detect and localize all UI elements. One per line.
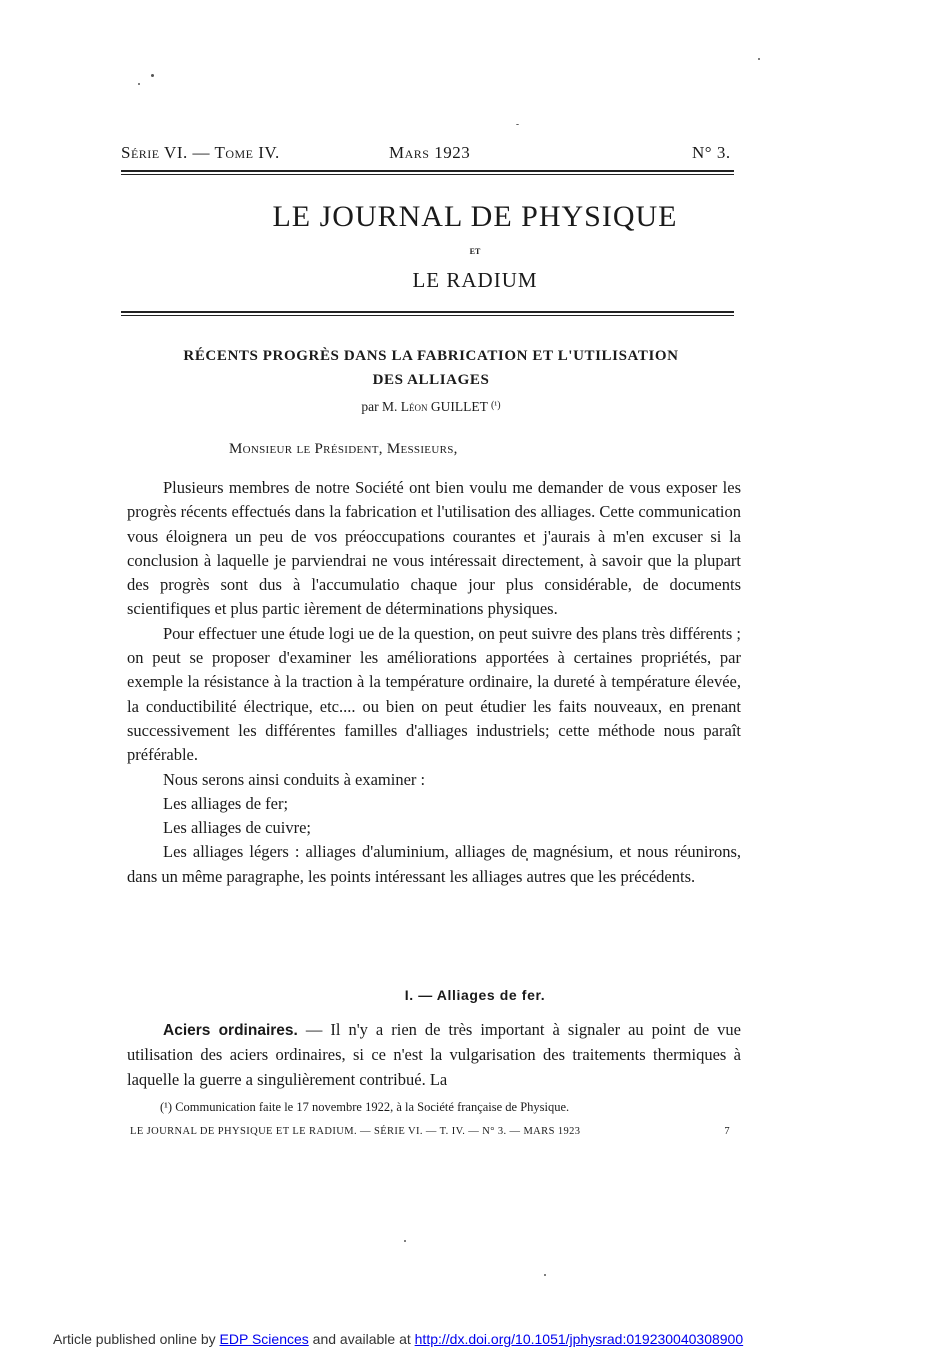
section-text: — Il n'y a rien de très important à signaler au point de vue utilisation des aciers ordinaires, si ce n'est la vulgarisation des traitements thermiques à laquelle la guerre a singulièrement contribué. La xyxy=(127,1020,741,1089)
masthead-rule-thin xyxy=(121,315,734,316)
header-serie: Série VI. — Tome IV. xyxy=(121,143,280,162)
article-title-line2: DES ALLIAGES xyxy=(372,372,490,388)
running-footer-text: LE JOURNAL DE PHYSIQUE ET LE RADIUM. — SÉRIE VI. — T. IV. — N° 3. — MARS 1923 xyxy=(130,1126,581,1137)
running-footer xyxy=(130,1126,730,1137)
publication-prefix: Article published online by xyxy=(53,1331,220,1347)
page-number: 7 xyxy=(724,1126,730,1137)
body-text xyxy=(127,476,741,889)
masthead-rule xyxy=(121,311,734,313)
publication-middle: and available at xyxy=(308,1331,415,1347)
header-number: N° 3. xyxy=(692,143,731,162)
byline xyxy=(121,399,741,415)
salutation: Monsieur le Président, Messieurs, xyxy=(229,441,458,457)
section-heading: I. — Alliages de fer. xyxy=(404,987,546,1003)
doi-link[interactable]: http://dx.doi.org/10.1051/jphysrad:019230040308900 xyxy=(414,1331,744,1347)
header-rule-thin xyxy=(121,174,734,175)
scan-speck xyxy=(758,58,760,60)
publication-line xyxy=(53,1331,743,1347)
list-item: Les alliages de fer; xyxy=(163,793,289,813)
section-lead: Aciers ordinaires. xyxy=(163,1022,298,1039)
paragraph: Nous serons ainsi conduits à examiner : xyxy=(163,769,426,789)
author-last-name: GUILLET xyxy=(430,399,488,414)
article-title xyxy=(121,344,741,392)
journal-subtitle: LE RADIUM xyxy=(412,268,538,292)
paragraph: Les alliages légers : alliages d'aluminium, alliages de magnésium, et nous réunirons, dans un même paragraphe, les points intéressant les alliages autres que les précédents. xyxy=(127,842,741,886)
footnote-marker: (¹) xyxy=(490,400,501,411)
article-title-line1: RÉCENTS PROGRÈS DANS LA FABRICATION ET L'UTILISATION xyxy=(183,348,679,364)
scan-speck xyxy=(544,1274,546,1276)
section-paragraph xyxy=(127,1018,741,1092)
author-first-name: Léon xyxy=(400,399,428,414)
journal-et: ET xyxy=(469,247,481,256)
header-rule xyxy=(121,170,734,172)
publisher-link[interactable]: EDP Sciences xyxy=(219,1331,309,1347)
journal-title: LE JOURNAL DE PHYSIQUE xyxy=(272,200,678,233)
paragraph: Pour effectuer une étude logi ue de la question, on peut suivre des plans très différents ; on peut se proposer d'examiner les améliorations apportées à certaines propriétés, par exemple la résistance à la traction à la température ordinaire, la dureté à température élevée, la conductibilité électrique, etc.... ou bien on peut étudier les faits nouveaux, en prenant successivement les différentes familles d'alliages industriels; cette méthode nous paraît préférable. xyxy=(127,623,741,765)
header-date: Mars 1923 xyxy=(389,143,471,162)
paragraph: Plusieurs membres de notre Société ont bien voulu me demander de vous exposer les progrès récents effectués dans la fabrication et l'utilisation des alliages. Cette communication vous éloignera un peu de vos préoccupations courantes et j'aurais à m'en excuser si la conclusion à laquelle je parviendrai ne vous intéressait directement, à savoir que la plupart des progrès sont dus à l'accumulatio chaque jour plus considérable, de documents scientifiques et plus partic ièrement de déterminations physiques. xyxy=(127,478,741,619)
byline-prefix: par M. xyxy=(361,399,398,414)
footnote: (¹) Communication faite le 17 novembre 1922, à la Société française de Physique. xyxy=(160,1100,570,1114)
scan-speck xyxy=(404,1240,406,1242)
scan-speck xyxy=(516,124,519,125)
scan-speck xyxy=(151,74,154,77)
scan-speck xyxy=(138,83,140,85)
list-item: Les alliages de cuivre; xyxy=(163,818,311,838)
